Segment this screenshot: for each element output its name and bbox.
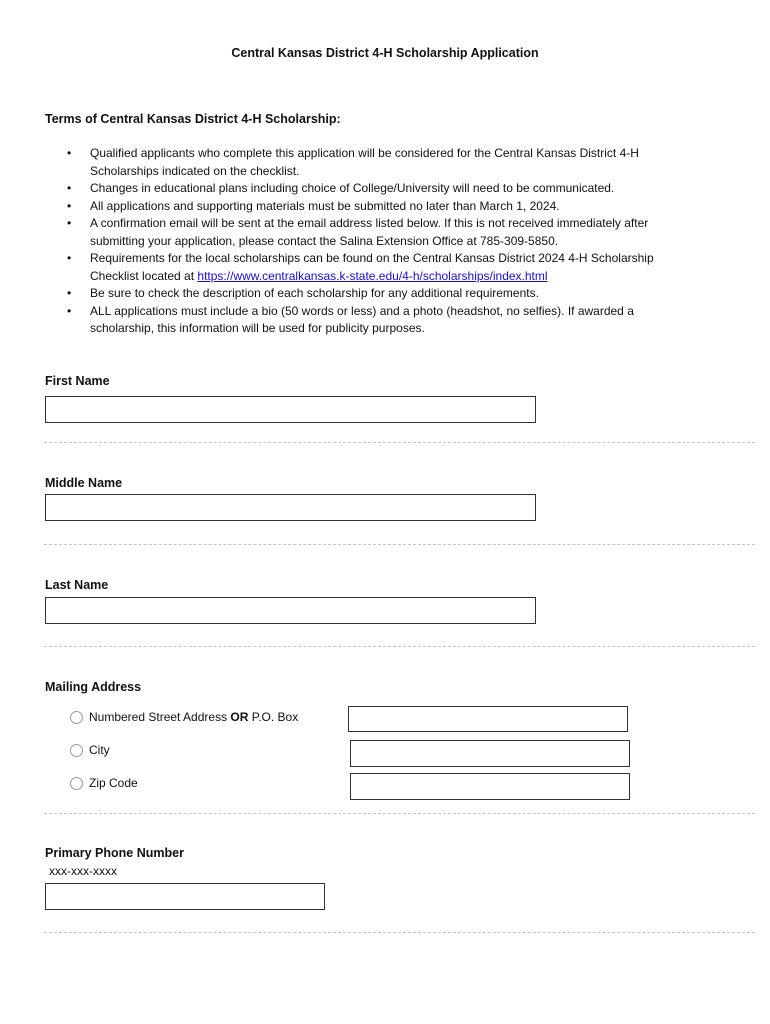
terms-item: • ALL applications must include a bio (50 words or less) and a photo (headshot, no selfies). If awarded a scholarship, this information will be used for publicity purposes. bbox=[45, 303, 695, 338]
zip-row bbox=[70, 776, 138, 790]
first-name-input[interactable] bbox=[45, 396, 536, 423]
terms-list bbox=[45, 145, 695, 338]
terms-item: • A confirmation email will be sent at the email address listed below. If this is not received immediately after submitting your application, please contact the Salina Extension Office at 785-309-5850. bbox=[45, 215, 695, 250]
phone-hint: xxx-xxx-xxxx bbox=[49, 864, 117, 878]
divider bbox=[44, 442, 755, 443]
terms-item: • All applications and supporting materials must be submitted no later than March 1, 2024. bbox=[45, 198, 695, 216]
mailing-address-label: Mailing Address bbox=[45, 680, 142, 694]
street-address-input[interactable] bbox=[348, 706, 628, 732]
checklist-text: Requirements for the local scholarships can be found on the Central Kansas District 2024 4-H Scholarship Checklist located at bbox=[90, 251, 654, 283]
last-name-input[interactable] bbox=[45, 597, 536, 624]
zip-radio[interactable] bbox=[70, 777, 83, 790]
terms-item: • Changes in educational plans including choice of College/University will need to be communicated. bbox=[45, 180, 695, 198]
first-name-label: First Name bbox=[45, 374, 110, 388]
phone-input[interactable] bbox=[45, 883, 325, 910]
zip-input[interactable] bbox=[350, 773, 630, 800]
terms-item: • Be sure to check the description of each scholarship for any additional requirements. bbox=[45, 285, 695, 303]
divider bbox=[44, 544, 755, 545]
middle-name-label: Middle Name bbox=[45, 476, 123, 490]
last-name-label: Last Name bbox=[45, 578, 109, 592]
checklist-link[interactable]: https://www.centralkansas.k-state.edu/4-h/scholarships/index.html bbox=[197, 268, 548, 283]
terms-item-checklist bbox=[45, 250, 695, 285]
terms-item: • Qualified applicants who complete this application will be considered for the Central Kansas District 4-H Scholarships indicated on the checklist. bbox=[45, 145, 695, 180]
city-label: City bbox=[89, 743, 110, 757]
page-title: Central Kansas District 4-H Scholarship Application bbox=[231, 46, 539, 60]
city-row bbox=[70, 743, 110, 757]
phone-label: Primary Phone Number bbox=[45, 846, 184, 860]
terms-heading: Terms of Central Kansas District 4-H Scholarship: bbox=[45, 112, 341, 126]
middle-name-input[interactable] bbox=[45, 494, 536, 521]
divider bbox=[44, 932, 755, 933]
city-radio[interactable] bbox=[70, 744, 83, 757]
divider bbox=[44, 646, 755, 647]
divider bbox=[44, 813, 755, 814]
street-address-row bbox=[70, 710, 298, 724]
street-address-label: Numbered Street Address OR P.O. Box bbox=[89, 710, 299, 724]
city-input[interactable] bbox=[350, 740, 630, 767]
zip-label: Zip Code bbox=[89, 776, 138, 790]
street-address-radio[interactable] bbox=[70, 711, 83, 724]
